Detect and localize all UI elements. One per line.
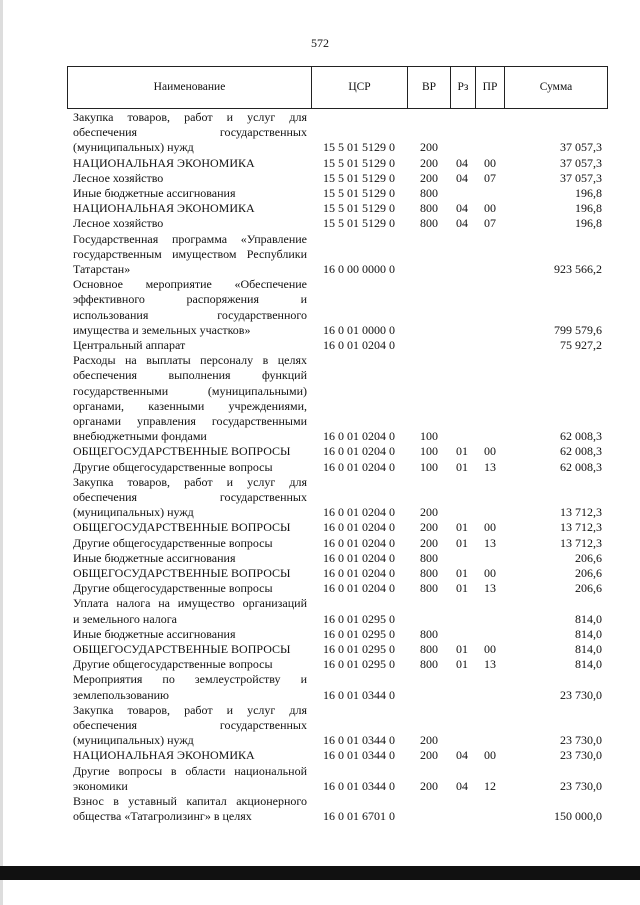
row-rz: 01 bbox=[456, 642, 468, 656]
scan-bottom-border bbox=[0, 866, 640, 880]
row-sum: 62 008,3 bbox=[560, 459, 602, 474]
row-csr: 16 0 01 0295 0 bbox=[323, 626, 395, 641]
row-name-line: Расходы на выплаты персоналу в целях bbox=[73, 353, 307, 368]
row-pr: 13 bbox=[484, 459, 496, 474]
row-name-line: Центральный аппарат bbox=[73, 338, 186, 352]
row-name-line: органами, казенными учреждениями, bbox=[73, 398, 307, 413]
row-rz: 01 bbox=[456, 459, 468, 474]
row-sum: 62 008,3 bbox=[560, 444, 602, 459]
row-name-line: Уплата налога на имущество организаций bbox=[73, 596, 307, 611]
row-name-line: Иные бюджетные ассигнования bbox=[73, 186, 236, 200]
row-name-line: обеспечения государственных bbox=[73, 489, 307, 504]
row-sum: 13 712,3 bbox=[560, 505, 602, 520]
row-vr: 800 bbox=[420, 216, 438, 231]
row-name bbox=[73, 277, 307, 338]
header-rz: Рз bbox=[451, 67, 476, 108]
row-name-line: Мероприятия по землеустройству и bbox=[73, 672, 307, 687]
row-csr: 16 0 01 0204 0 bbox=[323, 581, 395, 596]
header-name: Наименование bbox=[68, 67, 312, 108]
row-sum: 62 008,3 bbox=[560, 429, 602, 444]
scan-edge bbox=[0, 0, 3, 905]
row-csr: 16 0 01 0344 0 bbox=[323, 778, 395, 793]
row-name bbox=[73, 551, 307, 566]
row-name-line: НАЦИОНАЛЬНАЯ ЭКОНОМИКА bbox=[73, 748, 255, 763]
row-vr: 100 bbox=[420, 459, 438, 474]
row-csr: 15 5 01 5129 0 bbox=[323, 170, 395, 185]
row-pr: 13 bbox=[484, 535, 496, 550]
row-sum: 37 057,3 bbox=[560, 170, 602, 185]
row-name-line: общества «Татагролизинг» в целях bbox=[73, 809, 252, 824]
row-name-line: Закупка товаров, работ и услуг для bbox=[73, 702, 307, 717]
row-name-line: ОБЩЕГОСУДАРСТВЕННЫЕ ВОПРОСЫ bbox=[73, 444, 291, 459]
row-name bbox=[73, 460, 307, 475]
row-sum: 814,0 bbox=[575, 611, 602, 626]
row-rz: 01 bbox=[456, 444, 468, 459]
row-name bbox=[73, 171, 307, 186]
row-vr: 200 bbox=[420, 520, 438, 535]
row-sum: 23 730,0 bbox=[560, 748, 602, 763]
row-rz: 04 bbox=[456, 216, 468, 231]
row-csr: 16 0 01 0204 0 bbox=[323, 429, 395, 444]
row-name bbox=[73, 232, 307, 278]
row-pr: 00 bbox=[484, 201, 496, 216]
row-sum: 814,0 bbox=[575, 626, 602, 641]
page-number: 572 bbox=[311, 36, 329, 50]
row-rz: 04 bbox=[456, 155, 468, 170]
row-name bbox=[73, 338, 307, 353]
row-rz: 01 bbox=[456, 520, 468, 535]
row-sum: 13 712,3 bbox=[560, 535, 602, 550]
row-name-line: обеспечения выполнения функций bbox=[73, 368, 307, 383]
row-sum: 814,0 bbox=[575, 657, 602, 672]
row-name-line: использования государственного bbox=[73, 307, 307, 322]
row-name bbox=[73, 581, 307, 596]
row-vr: 200 bbox=[420, 733, 438, 748]
row-name-line: Лесное хозяйство bbox=[73, 216, 164, 231]
row-name bbox=[73, 703, 307, 749]
row-name-line: эффективного распоряжения и bbox=[73, 292, 307, 307]
row-csr: 16 0 01 0204 0 bbox=[323, 550, 395, 565]
row-name-line: Другие общегосударственные вопросы bbox=[73, 581, 273, 596]
row-name-line: Иные бюджетные ассигнования bbox=[73, 626, 236, 641]
row-sum: 150 000,0 bbox=[554, 809, 602, 824]
row-name-line: Другие вопросы в области национальной bbox=[73, 763, 307, 778]
row-sum: 206,6 bbox=[575, 566, 602, 580]
header-pr: ПР bbox=[476, 67, 505, 108]
row-vr: 200 bbox=[420, 170, 438, 185]
row-name bbox=[73, 156, 307, 171]
row-name bbox=[73, 216, 307, 231]
row-name bbox=[73, 520, 307, 535]
row-csr: 16 0 01 0295 0 bbox=[323, 657, 395, 672]
row-rz: 01 bbox=[456, 657, 468, 672]
row-csr: 16 0 01 0204 0 bbox=[323, 520, 395, 535]
row-name-line: ОБЩЕГОСУДАРСТВЕННЫЕ ВОПРОСЫ bbox=[73, 642, 291, 656]
row-name bbox=[73, 764, 307, 794]
row-vr: 800 bbox=[420, 657, 438, 672]
row-rz: 04 bbox=[456, 748, 468, 763]
row-rz: 01 bbox=[456, 535, 468, 550]
row-csr: 16 0 01 6701 0 bbox=[323, 809, 395, 824]
row-vr: 800 bbox=[420, 626, 438, 641]
row-name-line: внебюджетными фондами bbox=[73, 429, 207, 444]
row-name bbox=[73, 596, 307, 626]
header-vr: ВР bbox=[408, 67, 451, 108]
row-name-line: обеспечения государственных bbox=[73, 125, 307, 140]
row-pr: 00 bbox=[484, 155, 496, 170]
row-vr: 800 bbox=[420, 201, 438, 216]
row-sum: 23 730,0 bbox=[560, 687, 602, 702]
row-name bbox=[73, 627, 307, 642]
row-sum: 196,8 bbox=[575, 186, 602, 200]
row-csr: 15 5 01 5129 0 bbox=[323, 140, 395, 155]
row-pr: 12 bbox=[484, 778, 496, 793]
row-sum: 196,8 bbox=[575, 201, 602, 216]
row-pr: 13 bbox=[484, 657, 496, 672]
table-header bbox=[67, 66, 608, 109]
row-csr: 16 0 01 0204 0 bbox=[323, 459, 395, 474]
row-rz: 01 bbox=[456, 581, 468, 596]
row-vr: 800 bbox=[420, 581, 438, 596]
row-name bbox=[73, 657, 307, 672]
row-pr: 00 bbox=[484, 748, 496, 763]
row-pr: 07 bbox=[484, 216, 496, 231]
row-name-line: Другие общегосударственные вопросы bbox=[73, 657, 273, 672]
row-name-line: (муниципальных) нужд bbox=[73, 733, 194, 748]
row-name-line: и земельного налога bbox=[73, 611, 178, 626]
row-csr: 16 0 01 0204 0 bbox=[323, 505, 395, 520]
row-csr: 16 0 01 0204 0 bbox=[323, 338, 395, 352]
row-csr: 16 0 01 0344 0 bbox=[323, 748, 395, 763]
row-sum: 923 566,2 bbox=[554, 261, 602, 276]
row-name-line: Закупка товаров, работ и услуг для bbox=[73, 110, 307, 124]
row-csr: 16 0 01 0204 0 bbox=[323, 535, 395, 550]
row-pr: 00 bbox=[484, 566, 496, 580]
row-name-line: (муниципальных) нужд bbox=[73, 140, 194, 155]
row-rz: 04 bbox=[456, 778, 468, 793]
row-name bbox=[73, 672, 307, 702]
row-name-line: Лесное хозяйство bbox=[73, 170, 164, 185]
row-csr: 16 0 01 0000 0 bbox=[323, 322, 395, 337]
row-vr: 200 bbox=[420, 140, 438, 155]
row-csr: 16 0 01 0295 0 bbox=[323, 642, 395, 656]
row-pr: 07 bbox=[484, 170, 496, 185]
header-csr: ЦСР bbox=[312, 67, 408, 108]
row-name-line: Закупка товаров, работ и услуг для bbox=[73, 474, 307, 489]
row-name bbox=[73, 748, 307, 763]
row-name-line: Другие общегосударственные вопросы bbox=[73, 459, 273, 474]
row-sum: 206,6 bbox=[575, 550, 602, 565]
row-name-line: (муниципальных) нужд bbox=[73, 505, 194, 520]
row-sum: 13 712,3 bbox=[560, 520, 602, 535]
row-vr: 800 bbox=[420, 642, 438, 656]
row-vr: 800 bbox=[420, 550, 438, 565]
row-vr: 200 bbox=[420, 155, 438, 170]
row-csr: 15 5 01 5129 0 bbox=[323, 201, 395, 216]
row-name-line: экономики bbox=[73, 778, 128, 793]
row-name bbox=[73, 201, 307, 216]
row-name bbox=[73, 642, 307, 657]
row-sum: 37 057,3 bbox=[560, 140, 602, 155]
row-name bbox=[73, 566, 307, 581]
row-name-line: Иные бюджетные ассигнования bbox=[73, 550, 236, 565]
row-name-line: Государственная программа «Управление bbox=[73, 231, 307, 246]
row-vr: 800 bbox=[420, 566, 438, 580]
row-name bbox=[73, 475, 307, 521]
row-csr: 16 0 01 0204 0 bbox=[323, 566, 395, 580]
row-csr: 15 5 01 5129 0 bbox=[323, 186, 395, 200]
row-pr: 00 bbox=[484, 642, 496, 656]
row-vr: 800 bbox=[420, 186, 438, 200]
row-sum: 799 579,6 bbox=[554, 322, 602, 337]
row-pr: 00 bbox=[484, 444, 496, 459]
row-vr: 200 bbox=[420, 535, 438, 550]
row-rz: 04 bbox=[456, 170, 468, 185]
row-csr: 15 5 01 5129 0 bbox=[323, 216, 395, 231]
row-name-line: НАЦИОНАЛЬНАЯ ЭКОНОМИКА bbox=[73, 201, 255, 216]
row-csr: 16 0 00 0000 0 bbox=[323, 261, 395, 276]
row-pr: 00 bbox=[484, 520, 496, 535]
row-vr: 200 bbox=[420, 778, 438, 793]
row-sum: 196,8 bbox=[575, 216, 602, 231]
row-name-line: государственным имуществом Республики bbox=[73, 246, 307, 261]
row-name-line: ОБЩЕГОСУДАРСТВЕННЫЕ ВОПРОСЫ bbox=[73, 566, 291, 580]
row-name bbox=[73, 794, 307, 824]
row-name-line: органами управления государственными bbox=[73, 413, 307, 428]
row-sum: 814,0 bbox=[575, 642, 602, 656]
row-name bbox=[73, 110, 307, 156]
row-name bbox=[73, 444, 307, 459]
row-vr: 200 bbox=[420, 505, 438, 520]
row-vr: 100 bbox=[420, 429, 438, 444]
row-pr: 13 bbox=[484, 581, 496, 596]
row-csr: 15 5 01 5129 0 bbox=[323, 155, 395, 170]
row-sum: 37 057,3 bbox=[560, 155, 602, 170]
row-sum: 23 730,0 bbox=[560, 778, 602, 793]
row-csr: 16 0 01 0344 0 bbox=[323, 687, 395, 702]
row-csr: 16 0 01 0344 0 bbox=[323, 733, 395, 748]
row-name-line: НАЦИОНАЛЬНАЯ ЭКОНОМИКА bbox=[73, 155, 255, 170]
row-csr: 16 0 01 0204 0 bbox=[323, 444, 395, 459]
row-name bbox=[73, 186, 307, 201]
row-name-line: Другие общегосударственные вопросы bbox=[73, 535, 273, 550]
row-name bbox=[73, 353, 307, 444]
row-name bbox=[73, 536, 307, 551]
row-name-line: землепользованию bbox=[73, 687, 170, 702]
row-name-line: ОБЩЕГОСУДАРСТВЕННЫЕ ВОПРОСЫ bbox=[73, 520, 291, 535]
row-csr: 16 0 01 0295 0 bbox=[323, 611, 395, 626]
row-name-line: Взнос в уставный капитал акционерного bbox=[73, 794, 307, 808]
row-rz: 04 bbox=[456, 201, 468, 216]
row-vr: 200 bbox=[420, 748, 438, 763]
row-sum: 23 730,0 bbox=[560, 733, 602, 748]
row-name-line: Основное мероприятие «Обеспечение bbox=[73, 277, 307, 292]
row-name-line: имущества и земельных участков» bbox=[73, 322, 251, 337]
header-sum: Сумма bbox=[539, 81, 573, 93]
row-name-line: государственными (муниципальными) bbox=[73, 383, 307, 398]
row-name-line: Татарстан» bbox=[73, 261, 131, 276]
row-rz: 01 bbox=[456, 566, 468, 580]
row-name-line: обеспечения государственных bbox=[73, 717, 307, 732]
row-sum: 75 927,2 bbox=[560, 338, 602, 352]
row-sum: 206,6 bbox=[575, 581, 602, 596]
row-vr: 100 bbox=[420, 444, 438, 459]
